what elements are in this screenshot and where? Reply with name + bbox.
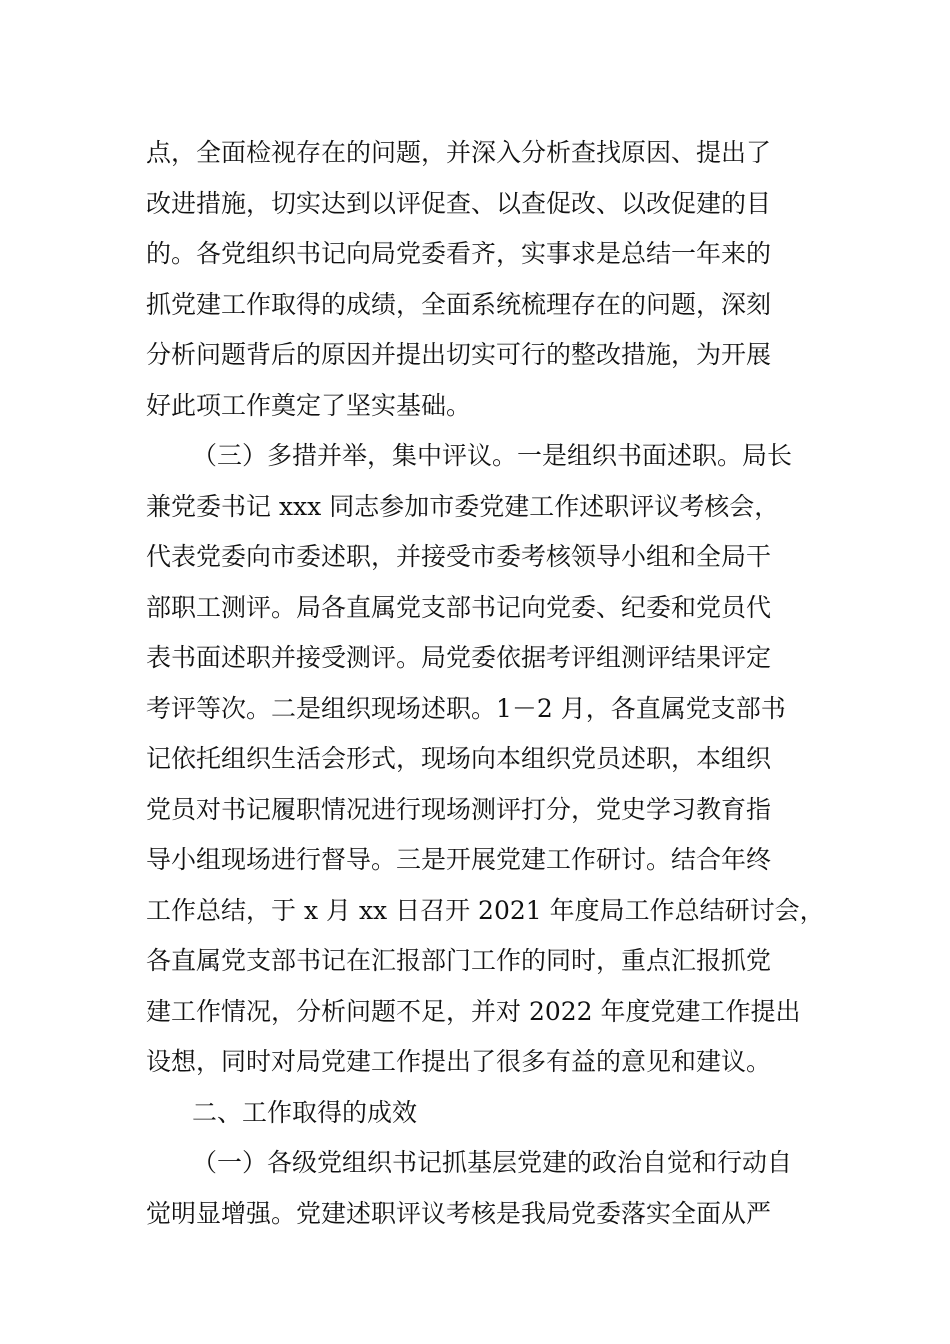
text-line: 记依托组织生活会形式，现场向本组织党员述职，本组织 (146, 744, 772, 773)
text-line: 设想，同时对局党建工作提出了很多有益的意见和建议。 (146, 1047, 772, 1076)
text-line: 抓党建工作取得的成绩，全面系统梳理存在的问题，深刻 (146, 289, 772, 319)
text-line: 考评等次。二是组织现场述职。1－2 月，各直属党支部书 (146, 693, 786, 723)
text-line: 各直属党支部书记在汇报部门工作的同时，重点汇报抓党 (146, 946, 772, 975)
text-line: 建工作情况，分析问题不足，并对 2022 年度党建工作提出 (146, 996, 801, 1026)
document-body (146, 128, 826, 1239)
text-line: 觉明显增强。党建述职评议考核是我局党委落实全面从严 (146, 1198, 772, 1228)
text-line: 好此项工作奠定了坚实基础。 (146, 390, 472, 420)
text-line: 点，全面检视存在的问题，并深入分析查找原因、提出了 (146, 138, 772, 167)
text-line: 二、工作取得的成效 (192, 1097, 418, 1127)
text-line: （一）各级党组织书记抓基层党建的政治自觉和行动自 (192, 1148, 793, 1177)
text-line: 改进措施，切实达到以评促查、以查促改、以改促建的目 (146, 188, 772, 218)
text-line: 部职工测评。局各直属党支部书记向党委、纪委和党员代 (146, 592, 772, 622)
text-line: 导小组现场进行督导。三是开展党建工作研讨。结合年终 (146, 845, 772, 874)
text-line: 分析问题背后的原因并提出切实可行的整改措施，为开展 (146, 340, 772, 369)
text-line: 兼党委书记 xxx 同志参加市委党建工作述职评议考核会， (146, 491, 780, 521)
text-line: （三）多措并举，集中评议。一是组织书面述职。局长 (192, 441, 793, 470)
text-line: 表书面述职并接受测评。局党委依据考评组测评结果评定 (146, 643, 772, 672)
text-line: 工作总结，于 x 月 xx 日召开 2021 年度局工作总结研讨会， (146, 895, 825, 925)
text-line: 党员对书记履职情况进行现场测评打分，党史学习教育指 (146, 794, 772, 824)
text-line: 代表党委向市委述职，并接受市委考核领导小组和全局干 (146, 542, 772, 571)
text-line: 的。各党组织书记向局党委看齐，实事求是总结一年来的 (146, 239, 772, 268)
